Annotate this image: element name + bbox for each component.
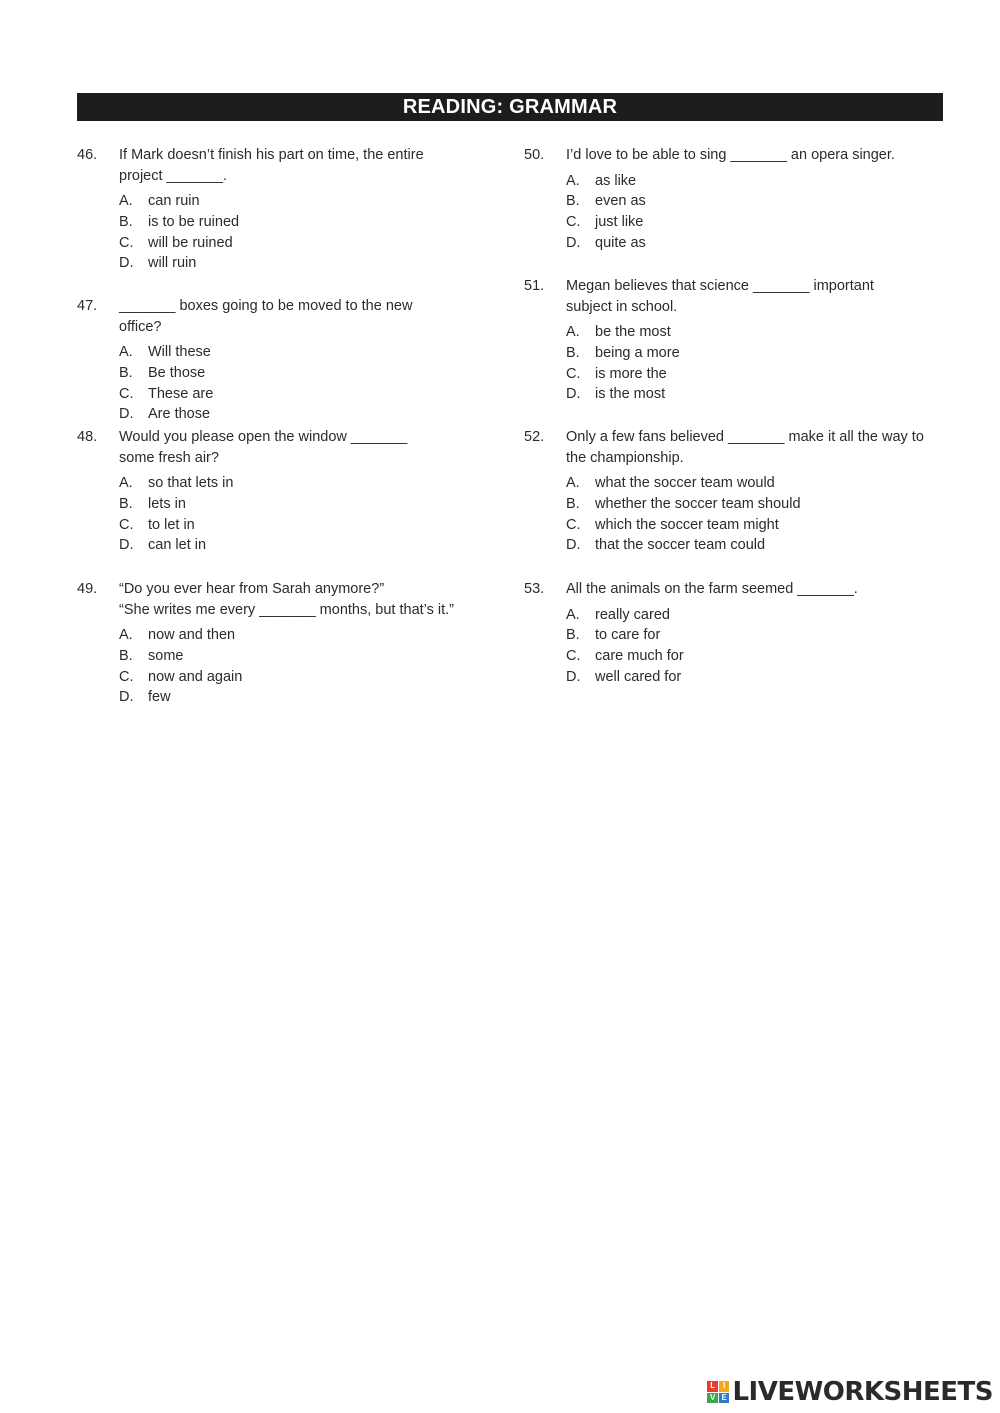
answer-option[interactable]	[566, 212, 904, 233]
question-stem: Would you please open the window _______ some fresh air?	[119, 429, 408, 466]
option-text: will ruin	[148, 255, 197, 272]
answer-options	[566, 171, 904, 254]
answer-option[interactable]	[119, 667, 457, 688]
answer-option[interactable]	[119, 253, 457, 274]
option-text: really cared	[595, 606, 670, 623]
option-letter: C.	[119, 234, 134, 251]
option-letter: B.	[119, 647, 133, 664]
answer-option[interactable]	[119, 212, 457, 233]
answer-option[interactable]	[566, 171, 904, 192]
question-number: 51.	[524, 278, 545, 294]
question-stem: “Do you ever hear from Sarah anymore?” “She writes me every _______ months, but that’s it.”	[119, 581, 455, 618]
question-item	[77, 145, 457, 274]
option-text: few	[148, 689, 171, 706]
option-text: be the most	[595, 324, 671, 340]
question-item	[524, 427, 944, 556]
option-letter: D.	[119, 255, 134, 272]
option-text: Will these	[148, 344, 211, 360]
option-text: what the soccer team would	[595, 475, 775, 491]
option-letter: D.	[566, 386, 581, 403]
question-number: 49.	[77, 581, 98, 597]
answer-option[interactable]	[566, 322, 904, 343]
option-text: that the soccer team could	[595, 537, 766, 554]
option-letter: C.	[566, 214, 581, 231]
option-letter: B.	[119, 495, 133, 512]
question-item	[524, 145, 904, 254]
option-letter: B.	[566, 495, 580, 512]
option-letter: D.	[566, 537, 581, 554]
answer-option[interactable]	[566, 515, 944, 536]
logo-text: LIVEWORKSHEETS	[732, 1377, 993, 1407]
answer-option[interactable]	[119, 473, 457, 494]
option-text: whether the soccer team should	[595, 495, 801, 512]
option-letter: A.	[566, 324, 580, 340]
question-stem: I’d love to be able to sing _______ an opera singer.	[566, 147, 895, 163]
question-number: 46.	[77, 147, 98, 163]
question-stem: If Mark doesn’t finish his part on time, the entire project _______.	[119, 147, 424, 184]
option-text: will be ruined	[148, 234, 233, 251]
option-letter: B.	[566, 627, 580, 644]
answer-option[interactable]	[566, 233, 904, 254]
option-text: now and again	[148, 668, 243, 685]
answer-options	[119, 625, 457, 708]
question-number: 50.	[524, 147, 545, 163]
option-text: Be those	[148, 364, 206, 381]
option-letter: C.	[119, 668, 134, 685]
answer-option[interactable]	[566, 625, 904, 646]
option-letter: C.	[119, 385, 134, 402]
answer-option[interactable]	[119, 515, 457, 536]
answer-option[interactable]	[566, 364, 904, 385]
option-text: quite as	[595, 234, 646, 251]
answer-options	[566, 473, 944, 556]
option-text: care much for	[595, 648, 684, 665]
answer-option[interactable]	[566, 191, 904, 212]
option-letter: D.	[119, 537, 134, 554]
option-text: even as	[595, 193, 646, 210]
answer-option[interactable]	[119, 363, 457, 384]
option-text: just like	[595, 214, 644, 231]
option-letter: D.	[566, 234, 581, 251]
option-text: Are those	[148, 406, 211, 423]
question-number: 48.	[77, 429, 98, 445]
section-title: READING: GRAMMAR	[402, 95, 618, 118]
answer-options	[119, 191, 457, 274]
option-text: as like	[595, 172, 637, 189]
liveworksheets-logo	[707, 1377, 993, 1407]
answer-option[interactable]	[566, 605, 904, 626]
question-item	[524, 276, 904, 405]
option-text: can ruin	[148, 193, 200, 209]
option-text: lets in	[148, 495, 186, 512]
option-text: to care for	[595, 627, 661, 644]
answer-option[interactable]	[119, 404, 457, 425]
logo-icon-tile: E	[719, 1393, 730, 1404]
option-text: These are	[148, 385, 214, 402]
option-letter: A.	[566, 475, 580, 491]
answer-options	[119, 473, 457, 556]
option-letter: D.	[119, 689, 134, 706]
option-letter: D.	[119, 406, 134, 423]
option-letter: A.	[119, 193, 133, 209]
option-letter: A.	[119, 627, 133, 643]
option-text: which the soccer team might	[595, 516, 779, 533]
answer-option[interactable]	[119, 342, 457, 363]
answer-options	[566, 605, 904, 688]
option-text: well cared for	[595, 668, 682, 685]
option-letter: B.	[119, 364, 133, 381]
liveworksheets-logo-icon	[707, 1381, 729, 1403]
question-stem: Only a few fans believed _______ make it all the way to the championship.	[566, 429, 924, 466]
answer-options	[119, 342, 457, 425]
answer-option[interactable]	[119, 535, 457, 556]
option-text: some	[148, 647, 184, 664]
option-letter: D.	[566, 668, 581, 685]
answer-option[interactable]	[119, 233, 457, 254]
question-item	[524, 579, 904, 688]
option-text: being a more	[595, 344, 680, 361]
question-number: 52.	[524, 429, 545, 445]
answer-option[interactable]	[119, 384, 457, 405]
option-text: to let in	[148, 516, 195, 533]
answer-option[interactable]	[566, 494, 944, 515]
logo-icon-tile: L	[707, 1381, 718, 1392]
option-text: is more the	[595, 365, 667, 382]
question-number: 47.	[77, 298, 98, 314]
option-text: so that lets in	[148, 475, 234, 491]
option-text: is the most	[595, 386, 666, 403]
option-text: is to be ruined	[148, 213, 240, 230]
logo-icon-tile: V	[707, 1393, 718, 1404]
section-header	[77, 93, 943, 121]
logo-icon-tile: I	[719, 1381, 730, 1392]
answer-option[interactable]	[566, 667, 904, 688]
question-item	[77, 427, 457, 556]
option-letter: C.	[566, 516, 581, 533]
option-letter: A.	[566, 172, 580, 189]
question-item	[77, 579, 457, 708]
answer-option[interactable]	[566, 646, 904, 667]
answer-option[interactable]	[119, 625, 457, 646]
answer-option[interactable]	[119, 687, 457, 708]
question-stem: _______ boxes going to be moved to the new office?	[119, 298, 413, 335]
answer-option[interactable]	[119, 646, 457, 667]
option-letter: A.	[566, 606, 580, 623]
answer-options	[566, 322, 904, 405]
option-letter: A.	[119, 475, 133, 491]
answer-option[interactable]	[119, 494, 457, 515]
question-number: 53.	[524, 581, 545, 597]
option-letter: C.	[119, 516, 134, 533]
option-letter: A.	[119, 344, 133, 360]
question-item	[77, 296, 457, 425]
option-text: now and then	[148, 627, 236, 643]
question-stem: Megan believes that science _______ important subject in school.	[566, 278, 874, 315]
option-letter: C.	[566, 648, 581, 665]
answer-option[interactable]	[119, 191, 457, 212]
answer-option[interactable]	[566, 535, 944, 556]
answer-option[interactable]	[566, 384, 904, 405]
option-letter: B.	[119, 213, 133, 230]
question-stem: All the animals on the farm seemed _______.	[566, 581, 858, 597]
option-letter: B.	[566, 344, 580, 361]
option-letter: C.	[566, 365, 581, 382]
answer-option[interactable]	[566, 473, 944, 494]
option-letter: B.	[566, 193, 580, 210]
option-text: can let in	[148, 537, 207, 554]
answer-option[interactable]	[566, 343, 904, 364]
